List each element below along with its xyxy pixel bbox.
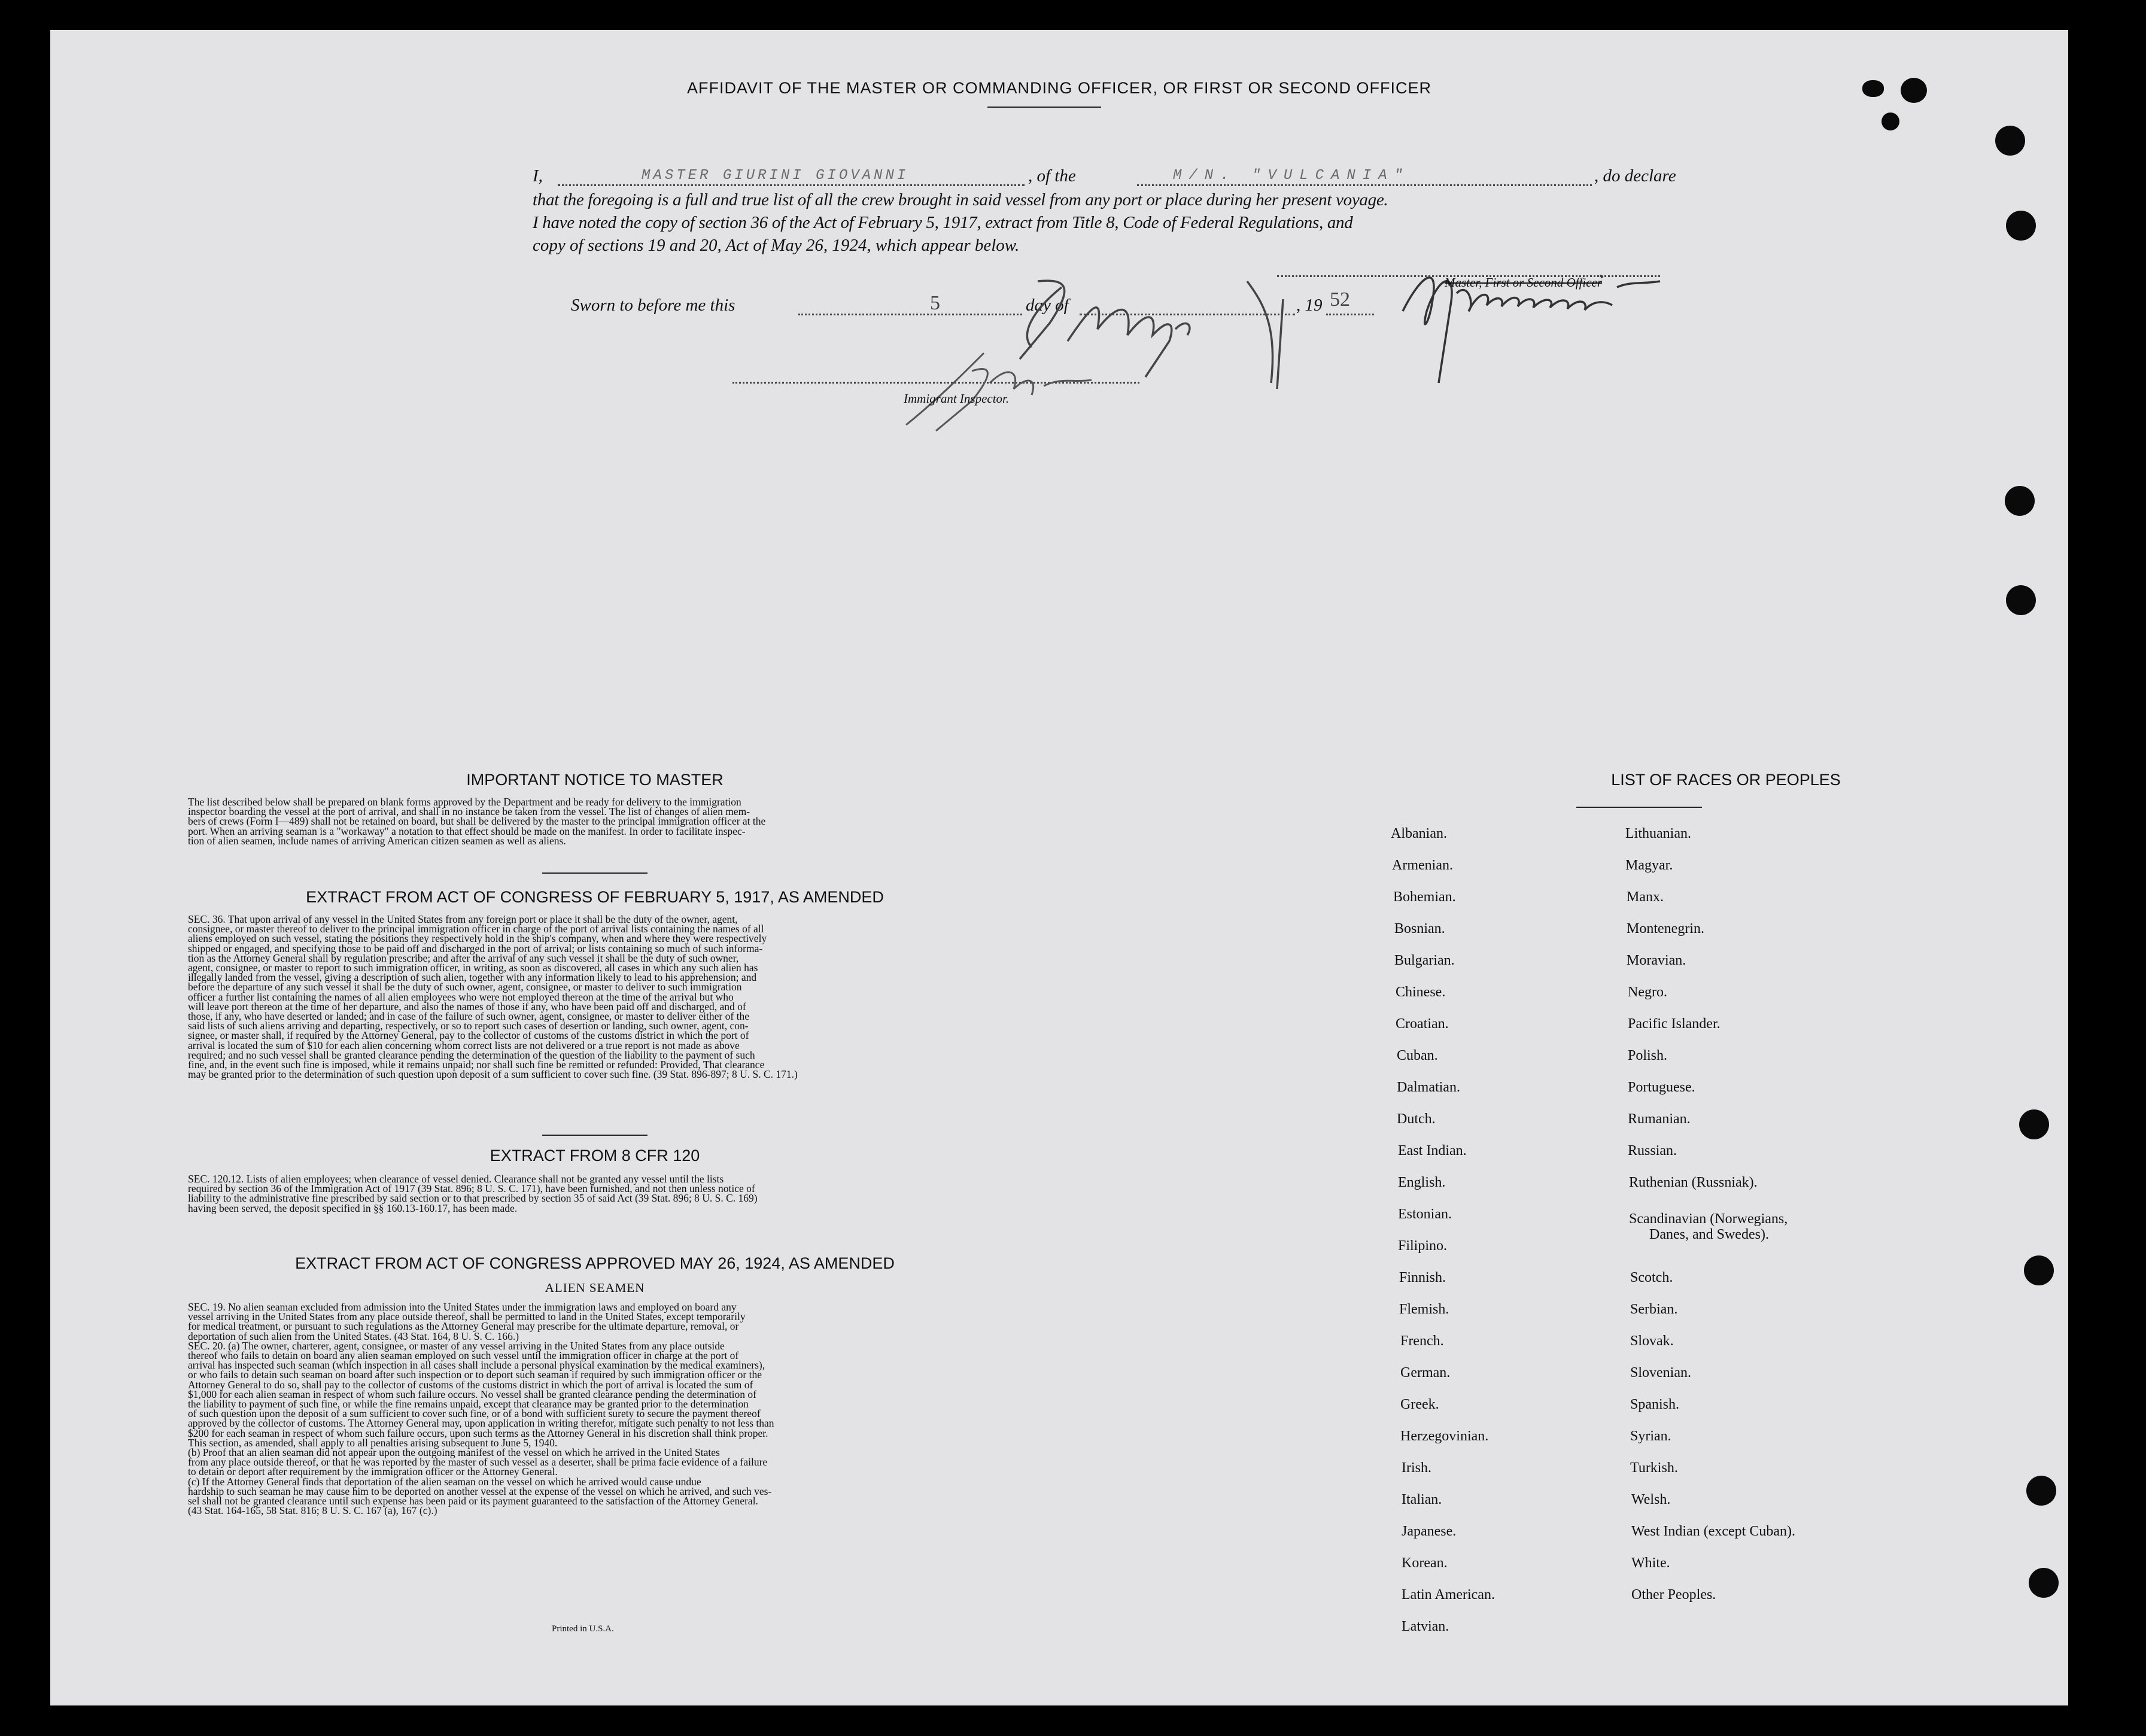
- race-item: Moravian.: [1627, 953, 1686, 968]
- title-underline: [987, 107, 1101, 108]
- race-item: Scandinavian (Norwegians,: [1629, 1211, 1788, 1227]
- extract-1917-heading: EXTRACT FROM ACT OF CONGRESS OF FEBRUARY 5, 1917, AS AMENDED: [306, 888, 884, 906]
- race-item: Latin American.: [1402, 1587, 1495, 1603]
- master-signature-caption: Master, First or Second Officer: [1445, 275, 1603, 290]
- punch-hole: [2029, 1568, 2059, 1598]
- day-handwritten: 5: [930, 292, 940, 314]
- punch-hole: [2019, 1109, 2049, 1139]
- divider: [542, 872, 648, 874]
- race-item: Croatian.: [1396, 1016, 1449, 1032]
- race-item: Negro.: [1628, 984, 1667, 1000]
- race-item: Latvian.: [1402, 1619, 1449, 1634]
- race-item: Russian.: [1628, 1143, 1677, 1159]
- notice-heading: IMPORTANT NOTICE TO MASTER: [466, 771, 724, 789]
- notice-text: The list described below shall be prepared on blank forms approved by the Department and be ready for delivery to the immigration inspector boarding the vessel at the port of arrival, and shall in no instance be taken from the vessel. The list of changes of alien mem- bers of crews (Form I—489) shall not be retained on board, but shall be delivered by the master to the principal immigration officer at the port. When an arriving seaman is a "workaway" a notation to that effect should be made on the manifest. In order to facilitate inspec- tion of alien seamen, include names of arriving American citizen seamen as well as aliens.: [188, 796, 766, 847]
- race-item: Herzegovinian.: [1400, 1428, 1489, 1444]
- sworn-label: Sworn to before me this: [571, 296, 735, 315]
- punch-hole: [1881, 113, 1899, 130]
- punch-hole: [1995, 126, 2025, 156]
- races-heading-underline: [1576, 807, 1702, 808]
- race-item: Turkish.: [1630, 1460, 1678, 1476]
- race-item: Dalmatian.: [1397, 1080, 1460, 1095]
- declaration-body-2: I have noted the copy of section 36 of the Act of February 5, 1917, extract from Title 8, Code of Federal Regulations, and: [533, 213, 1353, 232]
- race-item: Armenian.: [1392, 858, 1453, 873]
- extract-1917-text: SEC. 36. That upon arrival of any vessel in the United States from any foreign port or place it shall be the duty of the owner, agent, consignee, or master thereof to deliver to the principal immigration officer in charge of the port of arrival lists containing the names of all aliens employed on such vessel, stating the positions they respectively hold in the ship's company, when and where they were respectively shipped or engaged, and specifying those to be paid off and discharged in the port of arrival; or lists containing so much of such informa- tion as the Attorney General shall by regulation prescribe; and after the arrival of any such vessel it shall be the duty of such owner, agent, consignee, or master to report to such immigration officer, in writing, as soon as discovered, all cases in which any such alien has illegally landed from the vessel, giving a description of such alien, together with any information likely to lead to his apprehension; and before the departure of any such vessel it shall be the duty of such owner, agent, consignee, or master to deliver to such immigration officer a further list containing the names of all alien employees who were not employed thereon at the time of the arrival but who will leave port thereon at the time of her departure, and also the names of those if any, who have been paid off and discharged, and of those, if any, who have deserted or landed; and in case of the failure of such owner, agent, consignee, or master to deliver either of the said lists of such aliens arriving and departing, respectively, or so to report such cases of desertion or landing, such owner, agent, con- signee, or master shall, if required by the Attorney General, pay to the collector of customs of the customs district in which the port of arrival is located the sum of $10 for each alien concerning whom correct lists are not delivered or a true report is not made as above required; and no such vessel shall be granted clearance pending the determination of the question of the liability to the payment of such fine, and, in the event such fine is imposed, while it remains unpaid; nor shall such fine be remitted or refunded: Provided, That clearance may be granted prior to the determination of such question upon deposit of a sum sufficient to cover such fine. (39 Stat. 896-897; 8 U. S. C. 171.): [188, 913, 798, 1081]
- race-item: German.: [1400, 1365, 1451, 1381]
- punch-hole: [2024, 1255, 2054, 1285]
- race-item: Welsh.: [1631, 1492, 1671, 1507]
- race-item: Slovenian.: [1630, 1365, 1691, 1381]
- year-prefix: , 19: [1296, 296, 1323, 315]
- race-item: Ruthenian (Russniak).: [1629, 1175, 1758, 1190]
- race-item: Manx.: [1627, 889, 1664, 905]
- race-item: Danes, and Swedes).: [1649, 1227, 1769, 1242]
- race-item: Spanish.: [1630, 1397, 1680, 1412]
- race-item: Flemish.: [1399, 1302, 1449, 1317]
- race-item: Bosnian.: [1394, 921, 1445, 937]
- race-item: Dutch.: [1397, 1111, 1436, 1127]
- affidavit-title: AFFIDAVIT OF THE MASTER OR COMMANDING OFFICER, OR FIRST OR SECOND OFFICER: [686, 79, 1432, 97]
- race-item: Filipino.: [1398, 1238, 1448, 1254]
- race-item: Scotch.: [1630, 1270, 1673, 1285]
- form-page: [50, 30, 2068, 1705]
- race-item: Montenegrin.: [1627, 921, 1704, 937]
- year-handwritten: 52: [1330, 288, 1350, 311]
- race-item: Greek.: [1400, 1397, 1439, 1412]
- i-label: I,: [533, 166, 543, 186]
- alien-seamen-subheading: ALIEN SEAMEN: [545, 1281, 645, 1295]
- race-item: Rumanian.: [1628, 1111, 1691, 1127]
- divider: [542, 1135, 648, 1136]
- race-item: Pacific Islander.: [1628, 1016, 1721, 1032]
- extract-cfr-heading: EXTRACT FROM 8 CFR 120: [490, 1147, 700, 1165]
- extract-cfr-text: SEC. 120.12. Lists of alien employees; when clearance of vessel denied. Clearance shall not be granted any vessel until the lists required by section 36 of the Immigration Act of 1917 (39 Stat. 896; 8 U. S. C. 171), have been furnished, and not then unless notice of liability to the administrative fine prescribed by said section or to that prescribed by section 35 of said Act (39 Stat. 896; 8 U. S. C. 169) having been served, the deposit specified in §§ 160.13-160.17, has been made.: [188, 1173, 758, 1214]
- day-blank: [798, 314, 1022, 315]
- race-item: Estonian.: [1398, 1206, 1452, 1222]
- race-item: Irish.: [1402, 1460, 1431, 1476]
- day-of-label: day of: [1026, 296, 1069, 315]
- race-item: Cuban.: [1397, 1048, 1438, 1063]
- race-item: Chinese.: [1396, 984, 1446, 1000]
- declaration-body-1: that the foregoing is a full and true list of all the crew brought in said vessel from any port or place during her present voyage.: [533, 190, 1388, 209]
- race-item: French.: [1400, 1333, 1444, 1349]
- race-item: Slovak.: [1630, 1333, 1674, 1349]
- punch-hole: [2005, 486, 2035, 516]
- race-item: East Indian.: [1398, 1143, 1467, 1159]
- race-item: West Indian (except Cuban).: [1631, 1524, 1795, 1539]
- race-item: Syrian.: [1630, 1428, 1671, 1444]
- vessel-blank: [1137, 184, 1592, 186]
- punch-hole: [2026, 1476, 2056, 1506]
- race-item: Lithuanian.: [1625, 826, 1691, 841]
- extract-1924-heading: EXTRACT FROM ACT OF CONGRESS APPROVED MAY 26, 1924, AS AMENDED: [295, 1254, 895, 1272]
- name-blank: [558, 184, 1025, 186]
- race-item: White.: [1631, 1555, 1670, 1571]
- race-item: Finnish.: [1399, 1270, 1446, 1285]
- declaration-body-3: copy of sections 19 and 20, Act of May 26, 1924, which appear below.: [533, 236, 1020, 255]
- race-item: Portuguese.: [1628, 1080, 1695, 1095]
- race-item: Bohemian.: [1393, 889, 1456, 905]
- do-declare-label: , do declare: [1594, 166, 1676, 186]
- punch-hole: [2006, 211, 2036, 241]
- race-item: English.: [1398, 1175, 1446, 1190]
- race-item: Korean.: [1402, 1555, 1448, 1571]
- race-item: Other Peoples.: [1631, 1587, 1716, 1603]
- race-item: Bulgarian.: [1394, 953, 1455, 968]
- vessel-name-typed: M/N. "VULCANIA": [1173, 168, 1411, 184]
- race-item: Italian.: [1402, 1492, 1442, 1507]
- race-item: Serbian.: [1630, 1302, 1678, 1317]
- inspector-signature: [900, 329, 1151, 437]
- declaration-line: [533, 166, 1700, 190]
- race-item: Japanese.: [1402, 1524, 1457, 1539]
- race-item: Albanian.: [1391, 826, 1447, 841]
- extract-1924-text: SEC. 19. No alien seaman excluded from admission into the United States under the immigration laws and employed on board any vessel arriving in the United States from any place outside thereof, shall be permitted to land in the United States, except temporarily for medical treatment, or pursuant to such regulations as the Attorney General may prescribe for the ultimate departure, removal, or deportation of such alien from the United States. (43 Stat. 164, 8 U. S. C. 166.) SEC. 20. (a) The owner, charterer, agent, consignee, or master of any vessel arriving in the United States from any place outside thereof who fails to detain on board any alien seaman employed on such vessel until the immigration officer in charge at the port of arrival has inspected such seaman (which inspection in all cases shall include a personal physical examination by the medical examiners), or who fails to detain such seaman on board after such inspection or to deport such seaman if required by such immigration officer or the Attorney General to do so, shall pay to the collector of customs of the customs district in which the port of arrival is located the sum of $1,000 for each alien seaman in respect of whom such failure occurs. No vessel shall be granted clearance pending the determination of the liability to payment of such fine, or while the fine remains unpaid, except that clearance may be granted prior to the determination of such question upon the deposit of a sum sufficient to cover such fine, or of a bond with sufficient surety to secure the payment thereof approved by the collector of customs. The Attorney General may, upon application in writing therefor, mitigate such penalty to not less than $200 for each seaman in respect of whom such failure occurs, upon such terms as the Attorney General in his discretion shall think proper. This section, as amended, shall apply to all penalties arising subsequent to June 5, 1940. (b) Proof that an alien seaman did not appear upon the outgoing manifest of the vessel on which he arrived in the United States from any place outside thereof, or that he was reported by the master of such vessel as a deserter, shall be prima facie evidence of a failure to detain or deport after requirement by the immigration officer or the Attorney General. (c) If the Attorney General finds that deportation of the alien seaman on the vessel on which he arrived would cause undue hardship to such seaman he may cause him to be deported on another vessel at the expense of the vessel on which he arrived, and such ves- sel shall not be granted clearance until such expense has been paid or its payment guaranteed to the satisfaction of the Attorney General. (43 Stat. 164-165, 58 Stat. 816; 8 U. S. C. 167 (a), 167 (c).): [188, 1301, 774, 1517]
- punch-hole: [2006, 585, 2036, 615]
- master-name-typed: MASTER GIURINI GIOVANNI: [642, 168, 909, 184]
- printed-in-usa: Printed in U.S.A.: [552, 1624, 614, 1634]
- race-item: Polish.: [1628, 1048, 1668, 1063]
- of-the-label: , of the: [1028, 166, 1076, 186]
- races-heading: LIST OF RACES OR PEOPLES: [1611, 771, 1841, 789]
- race-item: Magyar.: [1625, 858, 1673, 873]
- inspector-caption: Immigrant Inspector.: [904, 391, 1010, 406]
